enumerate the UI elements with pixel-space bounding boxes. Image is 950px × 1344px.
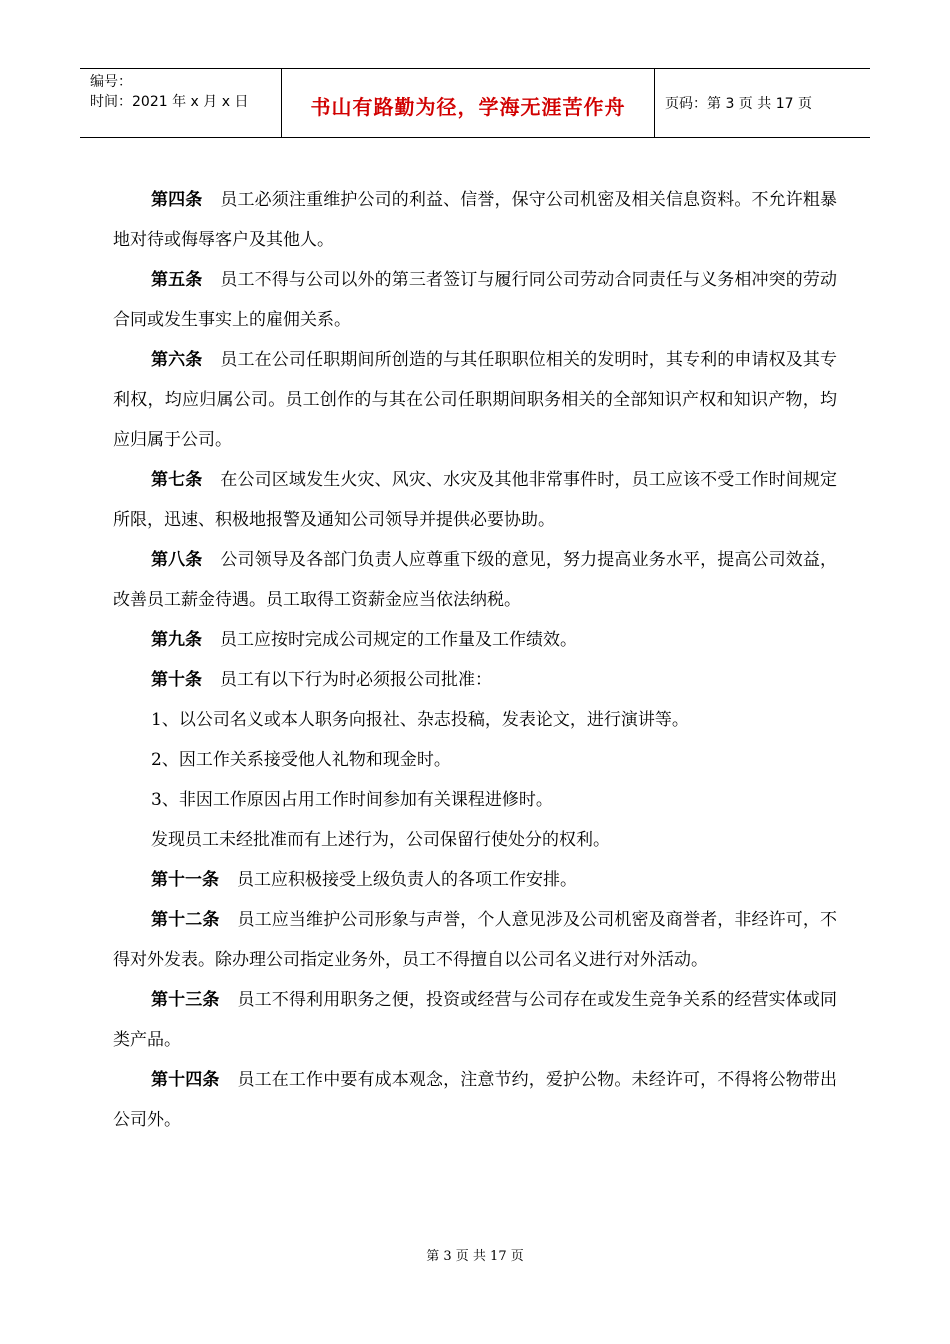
article-paragraph (113, 180, 837, 260)
article-text: 员工不得与公司以外的第三者签订与履行同公司劳动合同责任与义务相冲突的劳动合同或发生事实上的雇佣关系。 (113, 270, 838, 330)
article-paragraph (113, 900, 837, 980)
article-text: 员工不得利用职务之便，投资或经营与公司存在或发生竞争关系的经营实体或同类产品。 (113, 990, 838, 1050)
list-note (113, 820, 837, 860)
article-paragraph (113, 620, 837, 660)
article-paragraph (113, 1060, 837, 1140)
article-title: 第十一条 (151, 870, 219, 890)
article-paragraph (113, 260, 837, 340)
article-text: 在公司区域发生火灾、风灾、水灾及其他非常事件时，员工应该不受工作时间规定所限，迅速、积极地报警及通知公司领导并提供必要协助。 (113, 470, 838, 530)
list-item-text: 1、以公司名义或本人职务向报社、杂志投稿，发表论文，进行演讲等。 (151, 710, 689, 730)
article-text: 公司领导及各部门负责人应尊重下级的意见，努力提高业务水平，提高公司效益，改善员工薪金待遇。员工取得工资薪金应当依法纳税。 (113, 550, 838, 610)
article-paragraph (113, 860, 837, 900)
article-paragraph (113, 980, 837, 1060)
header-motto-cell (282, 69, 655, 137)
list-item (113, 780, 837, 820)
page-header (80, 68, 870, 138)
article-title: 第九条 (151, 630, 202, 650)
article-paragraph (113, 340, 837, 460)
article-title: 第十四条 (151, 1070, 220, 1090)
header-meta-cell (80, 69, 282, 137)
article-title: 第七条 (151, 470, 203, 490)
article-paragraph (113, 660, 837, 700)
article-paragraph (113, 460, 837, 540)
article-text: 员工在工作中要有成本观念，注意节约，爱护公物。未经许可，不得将公物带出公司外。 (113, 1070, 838, 1130)
header-motto: 书山有路勤为径，学海无涯苦作舟 (310, 95, 626, 119)
article-paragraph (113, 540, 837, 620)
article-text: 员工应当维护公司形象与声誉，个人意见涉及公司机密及商誉者，非经许可，不得对外发表。除办理公司指定业务外，员工不得擅自以公司名义进行对外活动。 (113, 910, 838, 970)
document-time-label: 时间：2021 年 x 月 x 日 (90, 94, 249, 110)
article-text: 员工应按时完成公司规定的工作量及工作绩效。 (220, 630, 577, 650)
list-item (113, 740, 837, 780)
header-page-label: 页码：第 3 页 共 17 页 (665, 96, 812, 112)
article-title: 第十三条 (151, 990, 220, 1010)
page-footer: 第 3 页 共 17 页 (426, 1249, 524, 1264)
list-item-text: 2、因工作关系接受他人礼物和现金时。 (151, 750, 451, 770)
document-body (113, 180, 837, 1140)
article-text: 员工应积极接受上级负责人的各项工作安排。 (237, 870, 577, 890)
document-number-label: 编号： (90, 74, 132, 90)
list-item-text: 3、非因工作原因占用工作时间参加有关课程进修时。 (151, 790, 553, 810)
article-title: 第五条 (151, 270, 203, 290)
article-title: 第六条 (151, 350, 203, 370)
article-title: 第十条 (151, 670, 202, 690)
article-text: 员工有以下行为时必须报公司批准： (220, 670, 492, 690)
header-page-cell (655, 69, 870, 137)
article-title: 第八条 (151, 550, 203, 570)
article-text: 员工必须注重维护公司的利益、信誉，保守公司机密及相关信息资料。不允许粗暴地对待或侮辱客户及其他人。 (113, 190, 838, 250)
list-note-text: 发现员工未经批准而有上述行为，公司保留行使处分的权利。 (151, 830, 610, 850)
list-item (113, 700, 837, 740)
article-text: 员工在公司任职期间所创造的与其任职职位相关的发明时，其专利的申请权及其专利权，均应归属公司。员工创作的与其在公司任职期间职务相关的全部知识产权和知识产物，均应归属于公司。 (113, 350, 838, 450)
article-title: 第四条 (151, 190, 203, 210)
article-title: 第十二条 (151, 910, 220, 930)
